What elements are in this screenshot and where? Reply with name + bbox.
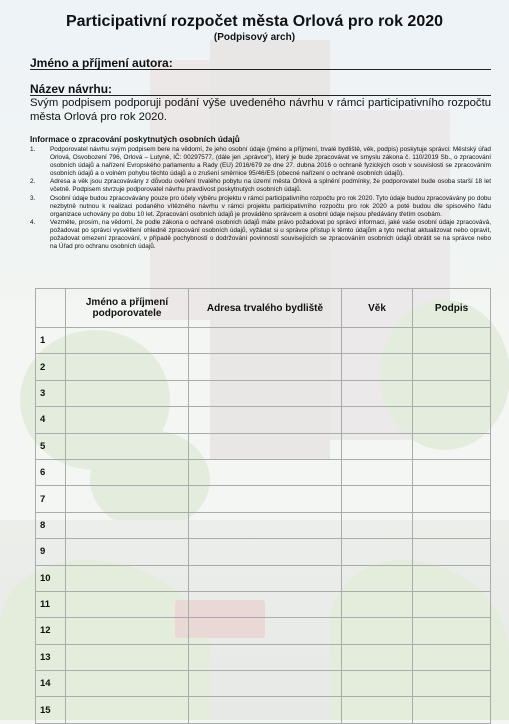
name-cell[interactable] [66,591,189,617]
signature-cell[interactable] [413,459,491,485]
name-cell[interactable] [66,539,189,565]
info-item-text: Osobní údaje budou zpracovávány pouze pro účely výběru projektu v rámci participativního rozpočtu pro rok 2020. Tyto údaje budou zpracovávány po dobu nezbytně nutnou k realizaci podaného vítězného návrhu v rámci projektu participativního rozpočtu pro rok 2020 a poté budou dle spisového řádu organizace uchovány po dobu 10 let. Zpracování osobních údajů je prováděno správcem a osobní údaje nejsou předávány třetím osobám. [50,194,491,218]
signature-cell[interactable] [413,697,491,723]
table-row [36,644,491,670]
row-number: 10 [36,565,66,591]
signature-cell[interactable] [413,591,491,617]
row-number: 12 [36,618,66,644]
signature-cell[interactable] [413,671,491,697]
info-list [30,146,491,251]
name-cell[interactable] [66,328,189,354]
age-cell[interactable] [342,512,413,538]
table-row [36,328,491,354]
info-item-text: Adresa a věk jsou zpracovávány z důvodu ověření trvalého pobytu na území města Orlová a splnění podmínky, že podporovatel bude osoba starší 18 let včetně. Podpisem stvrzuje podporovatel návrhu pravdivost poskytnutých osobních údajů. [50,178,491,194]
address-cell[interactable] [189,644,342,670]
age-cell[interactable] [342,380,413,406]
table-row [36,459,491,485]
row-number: 15 [36,697,66,723]
table-row [36,407,491,433]
signature-cell[interactable] [413,354,491,380]
name-cell[interactable] [66,512,189,538]
header-name: Jméno a příjmení podporovatele [66,289,189,328]
declaration-text: Svým podpisem podporuji podání výše uvedeného návrhu v rámci participativního rozpočtu města Orlová pro rok 2020. [30,97,491,123]
name-cell[interactable] [66,697,189,723]
author-line[interactable] [30,69,491,70]
author-label: Jméno a příjmení autora: [30,56,173,70]
table-row [36,380,491,406]
address-cell[interactable] [189,433,342,459]
signature-cell[interactable] [413,407,491,433]
table-row [36,512,491,538]
info-item [30,146,491,178]
row-number: 2 [36,354,66,380]
header-number [36,289,66,328]
address-cell[interactable] [189,380,342,406]
address-cell[interactable] [189,565,342,591]
info-item-text: Podporovatel návrhu svým podpisem bere na vědomí, že jeho osobní údaje (jméno a příjmení, trvalé bydliště, věk, podpis) poskytuje správci: Městský úřad Orlová, Osvobození 796, Orlová – Lutyně, IČ: 00297577, (dále jen „správce“), který je bude zpracovávat ve smyslu zákona č. 110/2019 Sb., o zpracování osobních údajů a nařízení Evropského parlamentu a Rady (EU) 2016/679 ze dne 27. dubna 2016 o ochraně fyzických osob v souvislosti se zpracováním osobních údajů a o volném pohybu těchto údajů a o zrušení směrnice 95/46/ES (obecné nařízení o ochraně osobních údajů). [50,146,491,178]
age-cell[interactable] [342,433,413,459]
age-cell[interactable] [342,459,413,485]
proposal-label: Název návrhu: [30,82,113,96]
address-cell[interactable] [189,354,342,380]
age-cell[interactable] [342,671,413,697]
row-number: 1 [36,328,66,354]
table-row [36,433,491,459]
table-row [36,591,491,617]
row-number: 8 [36,512,66,538]
table-header-row [36,289,491,328]
age-cell[interactable] [342,328,413,354]
row-number: 9 [36,539,66,565]
row-number: 11 [36,591,66,617]
signature-cell[interactable] [413,565,491,591]
table-row [36,354,491,380]
row-number: 3 [36,380,66,406]
name-cell[interactable] [66,671,189,697]
table-row [36,539,491,565]
row-number: 6 [36,459,66,485]
address-cell[interactable] [189,591,342,617]
age-cell[interactable] [342,539,413,565]
info-item-number: 3. [30,194,36,202]
name-cell[interactable] [66,354,189,380]
signature-cell[interactable] [413,539,491,565]
address-cell[interactable] [189,486,342,512]
name-cell[interactable] [66,407,189,433]
age-cell[interactable] [342,565,413,591]
name-cell[interactable] [66,644,189,670]
header-address: Adresa trvalého bydliště [189,289,342,328]
age-cell[interactable] [342,618,413,644]
table-row [36,565,491,591]
name-cell[interactable] [66,433,189,459]
info-item-text: Vezměte, prosím, na vědomí, že podle zákona o ochraně osobních údajů máte právo požadovat po správci informaci, jaké vaše osobní údaje zpracovává, požadovat po správci vysvětlení ohledně zpracování osobních údajů, vyžádat si u správce přístup k těmto údajům a tyto nechat aktualizovat nebo opravit, požadovat omezení zpracování, v případě pochybností o dodržování povinností souvisejících se zpracováním osobních údajů obrátit se na správce nebo na Úřad pro ochranu osobních údajů. [50,218,491,251]
signature-cell[interactable] [413,618,491,644]
signature-cell[interactable] [413,433,491,459]
address-cell[interactable] [189,328,342,354]
row-number: 14 [36,671,66,697]
table-row [36,618,491,644]
signature-cell[interactable] [413,380,491,406]
row-number: 13 [36,644,66,670]
proposal-line[interactable] [30,95,491,96]
page-title: Participativní rozpočet města Orlová pro rok 2020 [65,13,444,30]
age-cell[interactable] [342,591,413,617]
age-cell[interactable] [342,486,413,512]
age-cell[interactable] [342,697,413,723]
signature-cell[interactable] [413,644,491,670]
page-subtitle: (Podpisový arch) [213,32,296,43]
name-cell[interactable] [66,380,189,406]
name-cell[interactable] [66,486,189,512]
address-cell[interactable] [189,459,342,485]
header-signature: Podpis [413,289,491,328]
signature-cell[interactable] [413,512,491,538]
name-cell[interactable] [66,459,189,485]
table-row [36,697,491,723]
info-item [30,195,491,219]
row-number: 7 [36,486,66,512]
header-age: Věk [342,289,413,328]
age-cell[interactable] [342,644,413,670]
signature-cell[interactable] [413,328,491,354]
signature-table [35,288,491,724]
age-cell[interactable] [342,407,413,433]
address-cell[interactable] [189,539,342,565]
row-number: 4 [36,407,66,433]
address-cell[interactable] [189,512,342,538]
info-item-number: 4. [30,218,36,226]
age-cell[interactable] [342,354,413,380]
address-cell[interactable] [189,697,342,723]
row-number: 5 [36,433,66,459]
address-cell[interactable] [189,618,342,644]
info-item-number: 2. [30,178,36,186]
name-cell[interactable] [66,618,189,644]
info-item [30,219,491,251]
address-cell[interactable] [189,671,342,697]
info-heading: Informace o zpracování poskytnutých osobních údajů [30,135,240,144]
table-row [36,486,491,512]
name-cell[interactable] [66,565,189,591]
info-item-number: 1. [30,146,36,153]
address-cell[interactable] [189,407,342,433]
signature-cell[interactable] [413,486,491,512]
table-row [36,671,491,697]
info-item [30,178,491,194]
